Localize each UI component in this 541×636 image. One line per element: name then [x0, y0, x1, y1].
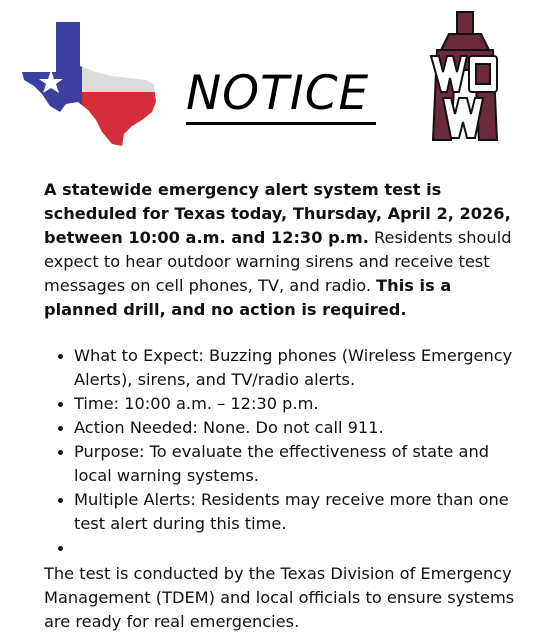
- intro-paragraph: [44, 178, 524, 322]
- wow-school-logo: [423, 10, 507, 148]
- bullet-time: • Time: 10:00 a.m. – 12:30 p.m.: [74, 392, 524, 416]
- header: [0, 0, 541, 165]
- intro-bold-lead: A statewide emergency alert system test is scheduled for Texas today, Thursday, April 2, 2026, between 10:00 a.m. and 12:30 p.m.: [44, 180, 511, 247]
- bullet-empty: [74, 536, 524, 560]
- bullet-what-to-expect: • What to Expect: Buzzing phones (Wireless Emergency Alerts), sirens, and TV/radio alerts.: [74, 344, 524, 392]
- bullet-action-needed: • Action Needed: None. Do not call 911.: [74, 416, 524, 440]
- intro-regular-text: Residents should expect to hear outdoor warning sirens and receive test messages on cell phones, TV, and radio.: [44, 228, 512, 295]
- bullet-list: [44, 344, 524, 560]
- notice-body: [44, 178, 524, 634]
- intro-bold-drill: This is a planned drill, and no action is required.: [44, 276, 452, 319]
- heading-underline: [186, 122, 376, 125]
- texas-flag-map-icon: [20, 20, 158, 148]
- bullet-multiple-alerts: • Multiple Alerts: Residents may receive more than one test alert during this time.: [74, 488, 524, 536]
- bullet-purpose: • Purpose: To evaluate the effectiveness of state and local warning systems.: [74, 440, 524, 488]
- notice-heading: NOTICE: [186, 66, 370, 121]
- closing-paragraph: The test is conducted by the Texas Division of Emergency Management (TDEM) and local officials to ensure systems are ready for real emergencies.: [44, 564, 515, 631]
